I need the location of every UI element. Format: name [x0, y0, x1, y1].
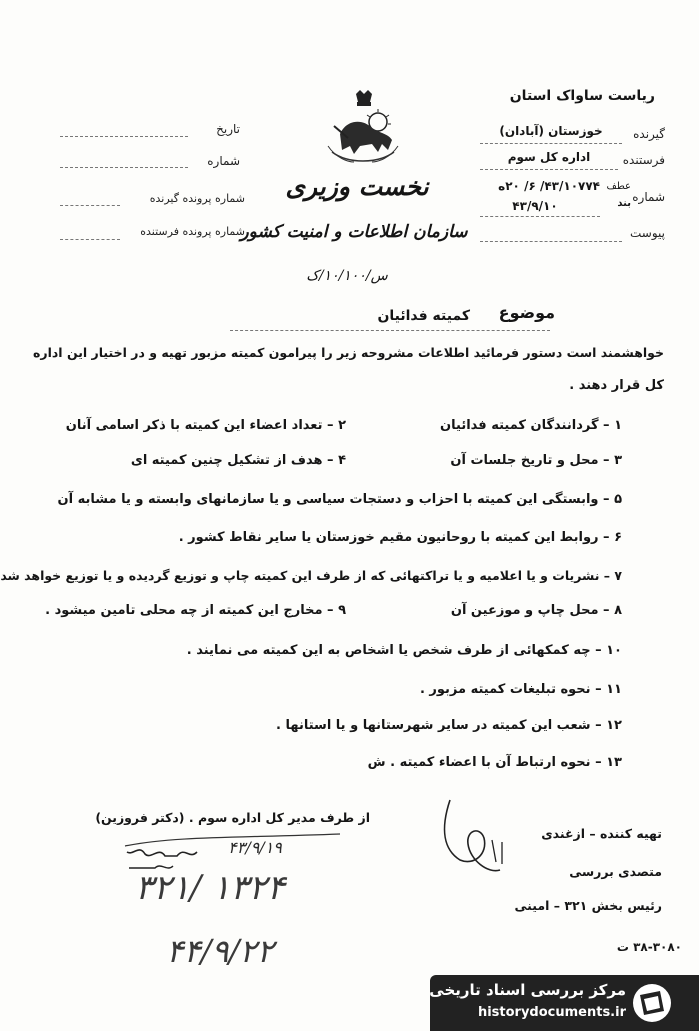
- prepared-by-line-1: تهیه کننده – ازغندی: [541, 826, 662, 841]
- prepared-by-line-3: رئیس بخش ۳۲۱ – امینی: [514, 898, 662, 913]
- sender-file-label: شماره پرونده فرستنده: [140, 225, 245, 238]
- archive-logo-icon: [630, 981, 674, 1025]
- body-item-2: ۲ – تعداد اعضاء این کمیته با ذکر اسامی آنان: [65, 418, 346, 433]
- subject-value: کمیته فدائیان: [377, 308, 470, 324]
- sender-label: فرستنده: [622, 153, 665, 167]
- signature-hand-date: ۴۳/۹/۱۹: [228, 838, 282, 857]
- body-item-4: ۴ – هدف از تشکیل چنین کمیته ای: [130, 453, 346, 468]
- left-number-label: شماره: [207, 154, 240, 168]
- page-code: ۳۸-۳۰۸۰ ت: [616, 940, 682, 954]
- footer-website: historydocuments.ir: [477, 1005, 626, 1020]
- number-atf-label: عطف: [606, 181, 631, 192]
- number-bend-value: ۴۳/۹/۱۰: [512, 199, 558, 213]
- number-label: شماره: [632, 190, 665, 204]
- number-atf-value: ۴۳/۱۰۷۷۴/ ۶/ ۲۰ه: [498, 179, 600, 193]
- recipient-value: خوزستان (آبادان): [499, 124, 603, 138]
- letterhead-code: س/۱۰/۱۰۰/ک: [306, 268, 388, 284]
- body-item-8: ۸ – محل چاپ و موزعین آن: [450, 603, 622, 618]
- body-item-10: ۱۰ – چه کمکهائی از طرف شخص یا اشخاص به این کمیته می نمایند .: [186, 643, 622, 658]
- sender-value: اداره کل سوم: [507, 150, 591, 164]
- recipient-file-label: شماره پرونده گیرنده: [149, 192, 245, 205]
- body-item-9: ۹ – مخارج این کمیته از چه محلی تامین میشود .: [45, 603, 346, 618]
- number-bend-label: بند: [617, 198, 631, 209]
- handwritten-date: ۴۴/۹/۲۲: [166, 932, 274, 970]
- body-item-5: ۵ – وابستگی این کمیته با احزاب و دستجات سیاسی و یا سازمانهای وابسته و یا مشابه آن: [57, 492, 622, 507]
- body-item-3: ۳ – محل و تاریخ جلسات آن: [450, 453, 622, 468]
- body-item-12: ۱۲ – شعب این کمیته در سایر شهرستانها و یا استانها .: [276, 718, 622, 733]
- body-intro-line-1: خواهشمند است دستور فرمائید اطلاعات مشروحه زیر را پیرامون کمیته مزبور تهیه و در اختیار این اداره: [33, 345, 664, 360]
- recipient-label: گیرنده: [633, 127, 665, 141]
- letterhead-title: نخست وزیری: [285, 172, 429, 201]
- footer-org-name: مرکز بررسی اسناد تاریخی: [429, 981, 626, 999]
- header-heading: ریاست ساواک استان: [509, 88, 655, 104]
- letterhead-subtitle: سازمان اطلاعات و امنیت کشور: [240, 222, 468, 242]
- body-item-11: ۱۱ – نحوه تبلیغات کمیته مزبور .: [419, 682, 622, 697]
- lion-and-sun-emblem-icon: [318, 88, 408, 168]
- body-intro-line-2: کل قرار دهند .: [569, 378, 664, 393]
- date-label: تاریخ: [216, 122, 240, 136]
- body-item-7: ۷ – نشریات و یا اعلامیه و یا تراکتهائی که از طرف این کمیته چاپ و توزیع گردیده و یا توزیع خواهد شد: [0, 568, 622, 583]
- handwritten-file-number: ۳۲۱/ ۱۳۲۴: [134, 868, 286, 908]
- subject-label: موضوع: [498, 303, 555, 322]
- body-item-13: ۱۳ – نحوه ارتباط آن با اعضاء کمیته . ش: [367, 755, 622, 770]
- prepared-by-line-2: متصدی بررسی: [569, 864, 662, 879]
- signature-line: از طرف مدیر کل اداره سوم . (دکتر فروزین): [95, 810, 370, 825]
- body-item-6: ۶ – روابط این کمیته با روحانیون مقیم خوزستان یا سایر نقاط کشور .: [178, 530, 622, 545]
- body-item-1: ۱ – گردانندگان کمیته فدائیان: [440, 418, 622, 433]
- attachment-label: پیوست: [630, 226, 665, 240]
